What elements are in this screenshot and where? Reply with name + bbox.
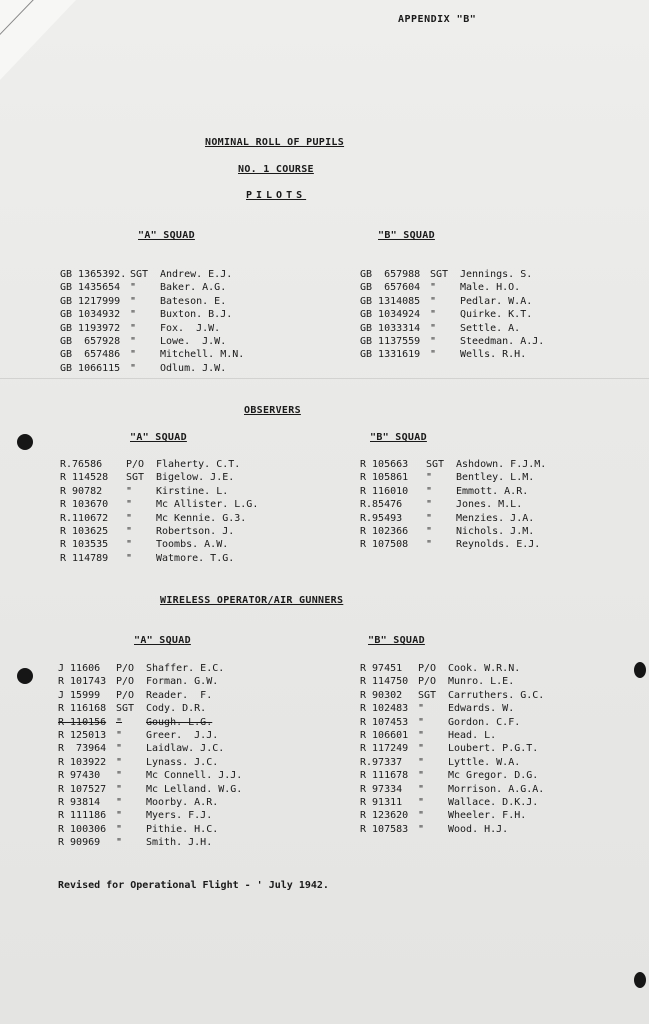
roll-entry xyxy=(360,335,580,348)
rank: " xyxy=(116,716,123,728)
pupil-name: Gough. L.G. xyxy=(146,716,213,728)
roll-entry xyxy=(360,458,576,471)
service-number: R 103922 xyxy=(58,756,107,768)
pupil-name: Morrison. A.G.A. xyxy=(448,783,545,795)
pupil-name: Shaffer. E.C. xyxy=(146,663,225,674)
roll-entry xyxy=(360,308,580,321)
service-number: R 116010 xyxy=(360,485,409,497)
punch-hole xyxy=(17,434,33,450)
rank: " xyxy=(116,797,123,809)
roll-entry xyxy=(360,295,580,308)
rank: " xyxy=(116,837,123,849)
roll-entry xyxy=(58,783,266,796)
rank: " xyxy=(126,499,133,511)
service-number: R 103535 xyxy=(60,539,109,551)
rank: " xyxy=(130,336,137,348)
roll-entry xyxy=(60,525,276,538)
rank: " xyxy=(130,295,137,307)
roll-entry xyxy=(60,268,280,281)
service-number: R 90969 xyxy=(58,837,101,849)
pupil-name: Head. L. xyxy=(448,730,497,742)
pupil-name: Mc Connell. J.J. xyxy=(146,770,243,782)
service-number: GB 657604 xyxy=(360,282,421,294)
service-number: R 106601 xyxy=(360,730,409,742)
pupil-name: Lowe. J.W. xyxy=(160,336,227,348)
rank: " xyxy=(430,295,437,307)
rank: " xyxy=(130,349,137,361)
pupil-name: Reader. F. xyxy=(146,689,213,701)
roll-entry xyxy=(58,769,266,782)
pilots-a-list xyxy=(60,268,280,375)
rank: " xyxy=(116,730,123,742)
service-number: R.97337 xyxy=(360,756,403,768)
roll-entry xyxy=(360,729,568,742)
rank: " xyxy=(130,362,137,374)
rank: " xyxy=(418,743,425,755)
pupil-name: Gordon. C.F. xyxy=(448,716,521,728)
wireless-a-squad-heading: "A" SQUAD xyxy=(134,635,191,646)
roll-entry xyxy=(360,823,568,836)
rank: " xyxy=(130,309,137,321)
rank: " xyxy=(116,823,123,835)
roll-entry xyxy=(60,512,276,525)
rank: P/O xyxy=(116,689,135,701)
rank: " xyxy=(426,472,433,484)
service-number: GB 1137559 xyxy=(360,336,421,348)
roll-entry xyxy=(60,295,280,308)
service-number: GB 657486 xyxy=(60,349,121,361)
pupil-name: Steedman. A.J. xyxy=(460,336,545,348)
rank: " xyxy=(426,499,433,511)
roll-entry xyxy=(58,729,266,742)
rank: SGT xyxy=(116,703,135,715)
roll-entry xyxy=(360,716,568,729)
roll-entry xyxy=(360,702,568,715)
pilots-b-squad-heading: "B" SQUAD xyxy=(378,230,435,241)
punch-hole xyxy=(634,662,646,678)
pupil-name: Wheeler. F.H. xyxy=(448,810,527,822)
rank: " xyxy=(126,512,133,524)
wireless-title: WIRELESS OPERATOR/AIR GUNNERS xyxy=(160,595,344,606)
pupil-name: Mitchell. M.N. xyxy=(160,349,245,361)
roll-entry xyxy=(360,538,576,551)
pupil-name: Robertson. J. xyxy=(156,526,235,538)
rank: " xyxy=(126,485,133,497)
rank: P/O xyxy=(116,663,135,674)
pupil-name: Flaherty. C.T. xyxy=(156,459,241,470)
roll-entry xyxy=(58,675,266,688)
rank: SGT xyxy=(418,689,437,701)
wireless-b-squad-heading: "B" SQUAD xyxy=(368,635,425,646)
pupil-name: Munro. L.E. xyxy=(448,676,515,688)
service-number: R 105663 xyxy=(360,459,409,470)
service-number: R.110672 xyxy=(60,512,109,524)
rank: " xyxy=(430,322,437,334)
course-title: NO. 1 COURSE xyxy=(238,164,314,175)
service-number: R 107583 xyxy=(360,823,409,835)
roll-entry xyxy=(58,662,266,675)
rank: " xyxy=(418,823,425,835)
service-number: R 90302 xyxy=(360,689,403,701)
service-number: R 114750 xyxy=(360,676,409,688)
service-number: GB 657928 xyxy=(60,336,121,348)
service-number: R 90782 xyxy=(60,485,103,497)
roll-entry xyxy=(58,823,266,836)
service-number: GB 1314085 xyxy=(360,295,421,307)
pupil-name: Wood. H.J. xyxy=(448,823,509,835)
pupil-name: Smith. J.H. xyxy=(146,837,213,849)
roll-entry xyxy=(360,348,580,361)
rank: P/O xyxy=(116,676,135,688)
service-number: R 107508 xyxy=(360,539,409,551)
pupil-name: Odlum. J.W. xyxy=(160,362,227,374)
roll-entry xyxy=(360,281,580,294)
roll-entry xyxy=(60,552,276,565)
rank: " xyxy=(418,730,425,742)
roll-entry xyxy=(360,471,576,484)
folded-corner xyxy=(0,0,76,80)
service-number: J 11606 xyxy=(58,663,101,674)
service-number: R 102483 xyxy=(360,703,409,715)
pupil-name: Loubert. P.G.T. xyxy=(448,743,539,755)
pupil-name: Edwards. W. xyxy=(448,703,515,715)
pupil-name: Quirke. K.T. xyxy=(460,309,533,321)
service-number: R 97451 xyxy=(360,663,403,674)
roll-entry xyxy=(360,783,568,796)
service-number: R 107453 xyxy=(360,716,409,728)
pupil-name: Male. H.O. xyxy=(460,282,521,294)
roll-entry xyxy=(360,675,568,688)
pupil-name: Forman. G.W. xyxy=(146,676,219,688)
rank: SGT xyxy=(130,269,149,280)
rank: " xyxy=(126,539,133,551)
service-number: R 103670 xyxy=(60,499,109,511)
service-number: R 97430 xyxy=(58,770,101,782)
service-number: R 117249 xyxy=(360,743,409,755)
service-number: J 15999 xyxy=(58,689,101,701)
pupil-name: Jones. M.L. xyxy=(456,499,523,511)
roll-entry xyxy=(360,742,568,755)
rank: SGT xyxy=(126,472,145,484)
service-number: GB 1435654 xyxy=(60,282,121,294)
service-number: GB 1066115 xyxy=(60,362,121,374)
rank: " xyxy=(426,526,433,538)
rank: " xyxy=(116,810,123,822)
observers-a-list xyxy=(60,458,276,565)
pupil-name: Bigelow. J.E. xyxy=(156,472,235,484)
roll-entry xyxy=(60,538,276,551)
roll-entry xyxy=(360,756,568,769)
pupil-name: Reynolds. E.J. xyxy=(456,539,541,551)
pupil-name: Bateson. E. xyxy=(160,295,227,307)
roll-entry xyxy=(60,485,276,498)
service-number: R 110156 xyxy=(58,716,107,728)
rank: P/O xyxy=(418,676,437,688)
pupil-name: Pithie. H.C. xyxy=(146,823,219,835)
pupil-name: Carruthers. G.C. xyxy=(448,689,545,701)
service-number: R 93814 xyxy=(58,797,101,809)
service-number: GB 657988 xyxy=(360,269,421,280)
pupil-name: Moorby. A.R. xyxy=(146,797,219,809)
pupil-name: Wallace. D.K.J. xyxy=(448,797,539,809)
service-number: GB 1034932 xyxy=(60,309,121,321)
roll-entry xyxy=(60,471,276,484)
rank: " xyxy=(426,485,433,497)
pilots-a-squad-heading: "A" SQUAD xyxy=(138,230,195,241)
rank: SGT xyxy=(426,459,445,470)
roll-entry xyxy=(360,268,580,281)
rank: " xyxy=(426,512,433,524)
roll-entry xyxy=(60,498,276,511)
observers-a-squad-heading: "A" SQUAD xyxy=(130,432,187,443)
rank: SGT xyxy=(430,269,449,280)
roll-entry xyxy=(360,689,568,702)
roll-entry xyxy=(60,335,280,348)
roll-entry xyxy=(360,769,568,782)
wireless-b-list xyxy=(360,662,568,836)
pupil-name: Settle. A. xyxy=(460,322,521,334)
service-number: R 107527 xyxy=(58,783,107,795)
rank: " xyxy=(130,322,137,334)
roll-entry xyxy=(58,716,266,729)
rank: " xyxy=(116,783,123,795)
roll-entry xyxy=(60,362,280,375)
roll-entry xyxy=(60,308,280,321)
service-number: GB 1033314 xyxy=(360,322,421,334)
roll-entry xyxy=(360,512,576,525)
service-number: R 125013 xyxy=(58,730,107,742)
roll-entry xyxy=(360,809,568,822)
rank: " xyxy=(418,703,425,715)
rank: " xyxy=(418,716,425,728)
pupil-name: Andrew. E.J. xyxy=(160,269,233,280)
observers-b-list xyxy=(360,458,576,552)
service-number: R 91311 xyxy=(360,797,403,809)
rank: " xyxy=(126,526,133,538)
rank: " xyxy=(116,756,123,768)
punch-hole xyxy=(634,972,646,988)
observers-title: OBSERVERS xyxy=(244,405,301,416)
pupil-name: Mc Gregor. D.G. xyxy=(448,770,539,782)
rank: P/O xyxy=(126,459,145,470)
rank: " xyxy=(430,336,437,348)
service-number: R 114528 xyxy=(60,472,109,484)
pupil-name: Cook. W.R.N. xyxy=(448,663,521,674)
roll-entry xyxy=(60,281,280,294)
service-number: R.85476 xyxy=(360,499,403,511)
roll-entry xyxy=(60,322,280,335)
roll-entry xyxy=(360,322,580,335)
service-number: GB 1034924 xyxy=(360,309,421,321)
roll-entry xyxy=(58,796,266,809)
pupil-name: Menzies. J.A. xyxy=(456,512,535,524)
pilots-title: PILOTS xyxy=(246,190,307,201)
pupil-name: Toombs. A.W. xyxy=(156,539,229,551)
service-number: GB 1331619 xyxy=(360,349,421,361)
service-number: R 100306 xyxy=(58,823,107,835)
rank: " xyxy=(418,783,425,795)
pupil-name: Pedlar. W.A. xyxy=(460,295,533,307)
service-number: R 97334 xyxy=(360,783,403,795)
rank: " xyxy=(430,309,437,321)
roll-entry xyxy=(58,689,266,702)
pupil-name: Kirstine. L. xyxy=(156,485,229,497)
pupil-name: Mc Kennie. G.3. xyxy=(156,512,247,524)
service-number: GB 1193972 xyxy=(60,322,121,334)
observers-b-squad-heading: "B" SQUAD xyxy=(370,432,427,443)
pupil-name: Lyttle. W.A. xyxy=(448,756,521,768)
roll-entry xyxy=(58,809,266,822)
service-number: R.76586 xyxy=(60,459,103,470)
service-number: R 101743 xyxy=(58,676,107,688)
pupil-name: Mc Allister. L.G. xyxy=(156,499,259,511)
service-number: GB 1217999 xyxy=(60,295,121,307)
rank: " xyxy=(126,552,133,564)
service-number: R 116168 xyxy=(58,703,107,715)
service-number: R 111186 xyxy=(58,810,107,822)
rank: " xyxy=(130,282,137,294)
appendix-label: APPENDIX "B" xyxy=(398,14,477,25)
roll-entry xyxy=(60,458,276,471)
service-number: R 123620 xyxy=(360,810,409,822)
roll-entry xyxy=(360,662,568,675)
roll-entry xyxy=(360,525,576,538)
pupil-name: Jennings. S. xyxy=(460,269,533,280)
service-number: R 103625 xyxy=(60,526,109,538)
fold-line xyxy=(0,378,649,379)
service-number: GB 1365392. xyxy=(60,269,127,280)
rank: " xyxy=(426,539,433,551)
pupil-name: Watmore. T.G. xyxy=(156,552,235,564)
pupil-name: Cody. D.R. xyxy=(146,703,207,715)
punch-hole xyxy=(17,668,33,684)
pupil-name: Mc Lelland. W.G. xyxy=(146,783,243,795)
rank: " xyxy=(116,770,123,782)
roll-entry xyxy=(360,485,576,498)
pupil-name: Lynass. J.C. xyxy=(146,756,219,768)
pupil-name: Myers. F.J. xyxy=(146,810,213,822)
pupil-name: Greer. J.J. xyxy=(146,730,219,742)
rank: " xyxy=(418,756,425,768)
service-number: R.95493 xyxy=(360,512,403,524)
roll-entry xyxy=(58,836,266,849)
rank: " xyxy=(418,810,425,822)
pilots-b-list xyxy=(360,268,580,362)
pupil-name: Ashdown. F.J.M. xyxy=(456,459,547,470)
roll-entry xyxy=(58,702,266,715)
pupil-name: Emmott. A.R. xyxy=(456,485,529,497)
rank: " xyxy=(430,282,437,294)
rank: " xyxy=(418,770,425,782)
rank: P/O xyxy=(418,663,437,674)
roll-entry xyxy=(58,756,266,769)
roll-entry xyxy=(58,742,266,755)
pupil-name: Fox. J.W. xyxy=(160,322,221,334)
service-number: R 73964 xyxy=(58,743,107,755)
rank: " xyxy=(430,349,437,361)
roll-entry xyxy=(60,348,280,361)
pupil-name: Wells. R.H. xyxy=(460,349,527,361)
pupil-name: Baker. A.G. xyxy=(160,282,227,294)
pupil-name: Laidlaw. J.C. xyxy=(146,743,225,755)
service-number: R 114789 xyxy=(60,552,109,564)
service-number: R 111678 xyxy=(360,770,409,782)
nominal-roll-title: NOMINAL ROLL OF PUPILS xyxy=(205,137,345,148)
revision-note: Revised for Operational Flight - ' July 1942. xyxy=(58,880,329,891)
roll-entry xyxy=(360,796,568,809)
service-number: R 105861 xyxy=(360,472,409,484)
service-number: R 102366 xyxy=(360,526,409,538)
pupil-name: Bentley. L.M. xyxy=(456,472,535,484)
pupil-name: Buxton. B.J. xyxy=(160,309,233,321)
rank: " xyxy=(418,797,425,809)
roll-entry xyxy=(360,498,576,511)
pupil-name: Nichols. J.M. xyxy=(456,526,535,538)
rank: " xyxy=(116,743,123,755)
wireless-a-list xyxy=(58,662,266,850)
